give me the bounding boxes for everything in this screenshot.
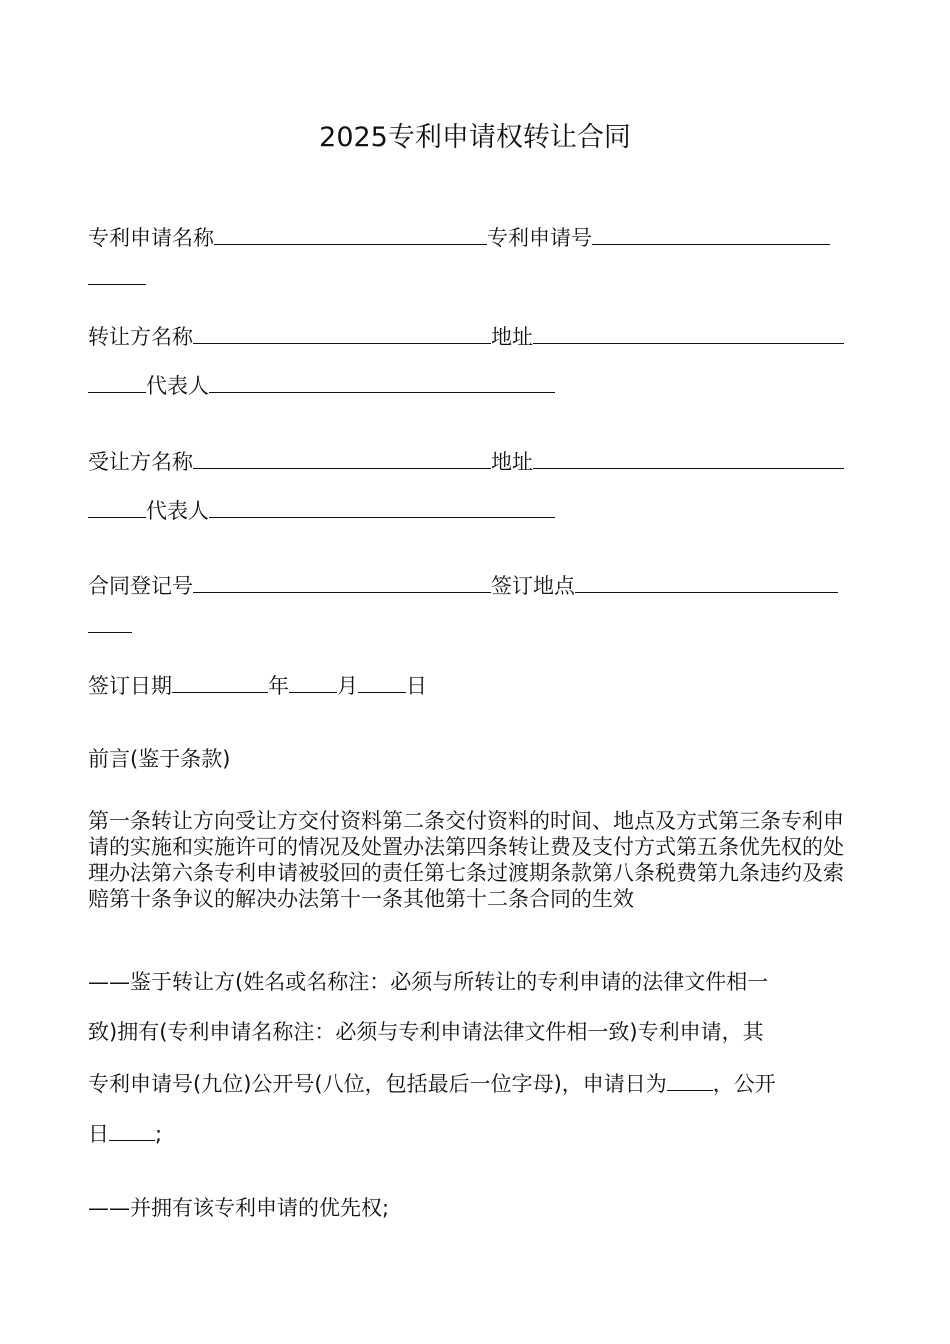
articles-paragraph: 第一条转让方向受让方交付资料第二条交付资料的时间、地点及方式第三条专利申请的实施和实施许可的情况及处置办法第四条转让费及支付方式第五条优先权的处理办法第六条专利申请被驳回的责任第七条过渡期条款第八条税费第九条违约及索赔第十条争议的解决办法第十一条其他第十二条合同的生效	[88, 809, 844, 911]
transferee-line	[88, 446, 844, 477]
transferee-rep-label: 代表人	[146, 499, 209, 523]
transferor-name-label: 转让方名称	[88, 325, 193, 349]
preface-heading: 前言(鉴于条款)	[88, 747, 231, 771]
contract-line-continued	[88, 610, 132, 641]
whereas-1-line-4-text: 日	[88, 1122, 109, 1146]
filing-date-blank[interactable]	[667, 1068, 713, 1091]
patent-no-label: 专利申请号	[487, 226, 592, 250]
whereas-1-line-3	[88, 1068, 776, 1099]
transferor-address-blank[interactable]	[533, 321, 844, 344]
transferee-rep-blank[interactable]	[209, 495, 555, 518]
contract-line	[88, 570, 838, 601]
transferee-address-blank-continued[interactable]	[88, 495, 146, 518]
patent-no-blank-continued[interactable]	[88, 262, 146, 285]
patent-name-label: 专利申请名称	[88, 226, 214, 250]
month-label: 月	[337, 674, 358, 698]
whereas-1-line-4	[88, 1118, 162, 1149]
document-title: 2025专利申请权转让合同	[319, 122, 631, 153]
transferor-name-blank[interactable]	[193, 321, 491, 344]
patent-line-continued	[88, 262, 146, 293]
transferee-name-label: 受让方名称	[88, 450, 193, 474]
transferee-address-label: 地址	[491, 450, 533, 474]
transferor-address-label: 地址	[491, 325, 533, 349]
sign-date-line	[88, 670, 427, 701]
whereas-2: ——并拥有该专利申请的优先权;	[88, 1196, 390, 1220]
transferee-name-blank[interactable]	[193, 446, 491, 469]
patent-no-blank[interactable]	[592, 222, 830, 245]
contract-no-label: 合同登记号	[88, 574, 193, 598]
patent-name-blank[interactable]	[214, 222, 487, 245]
day-blank[interactable]	[358, 670, 406, 693]
month-blank[interactable]	[289, 670, 337, 693]
contract-no-blank[interactable]	[193, 570, 491, 593]
sign-place-blank[interactable]	[575, 570, 838, 593]
sign-date-label: 签订日期	[88, 674, 172, 698]
transferor-rep-line	[88, 370, 555, 401]
patent-line	[88, 222, 830, 253]
year-blank[interactable]	[172, 670, 268, 693]
whereas-1-line-3-tail: ，公开	[712, 1072, 776, 1096]
year-label: 年	[268, 674, 289, 698]
transferor-address-blank-continued[interactable]	[88, 370, 146, 393]
day-label: 日	[406, 674, 427, 698]
whereas-1-line-1: ——鉴于转让方(姓名或名称注：必须与所转让的专利申请的法律文件相一	[88, 970, 769, 994]
publication-date-blank[interactable]	[109, 1118, 155, 1141]
transferor-rep-blank[interactable]	[209, 370, 555, 393]
sign-place-blank-continued[interactable]	[88, 610, 132, 633]
transferor-line	[88, 321, 844, 352]
whereas-1-line-3-text: 专利申请号(九位)公开号(八位，包括最后一位字母)，申请日为	[88, 1072, 667, 1096]
transferee-address-blank[interactable]	[533, 446, 844, 469]
sign-place-label: 签订地点	[491, 574, 575, 598]
transferor-rep-label: 代表人	[146, 374, 209, 398]
whereas-1-line-4-tail: ;	[155, 1122, 163, 1146]
transferee-rep-line	[88, 495, 555, 526]
whereas-1-line-2: 致)拥有(专利申请名称注：必须与专利申请法律文件相一致)专利申请，其	[88, 1020, 764, 1044]
